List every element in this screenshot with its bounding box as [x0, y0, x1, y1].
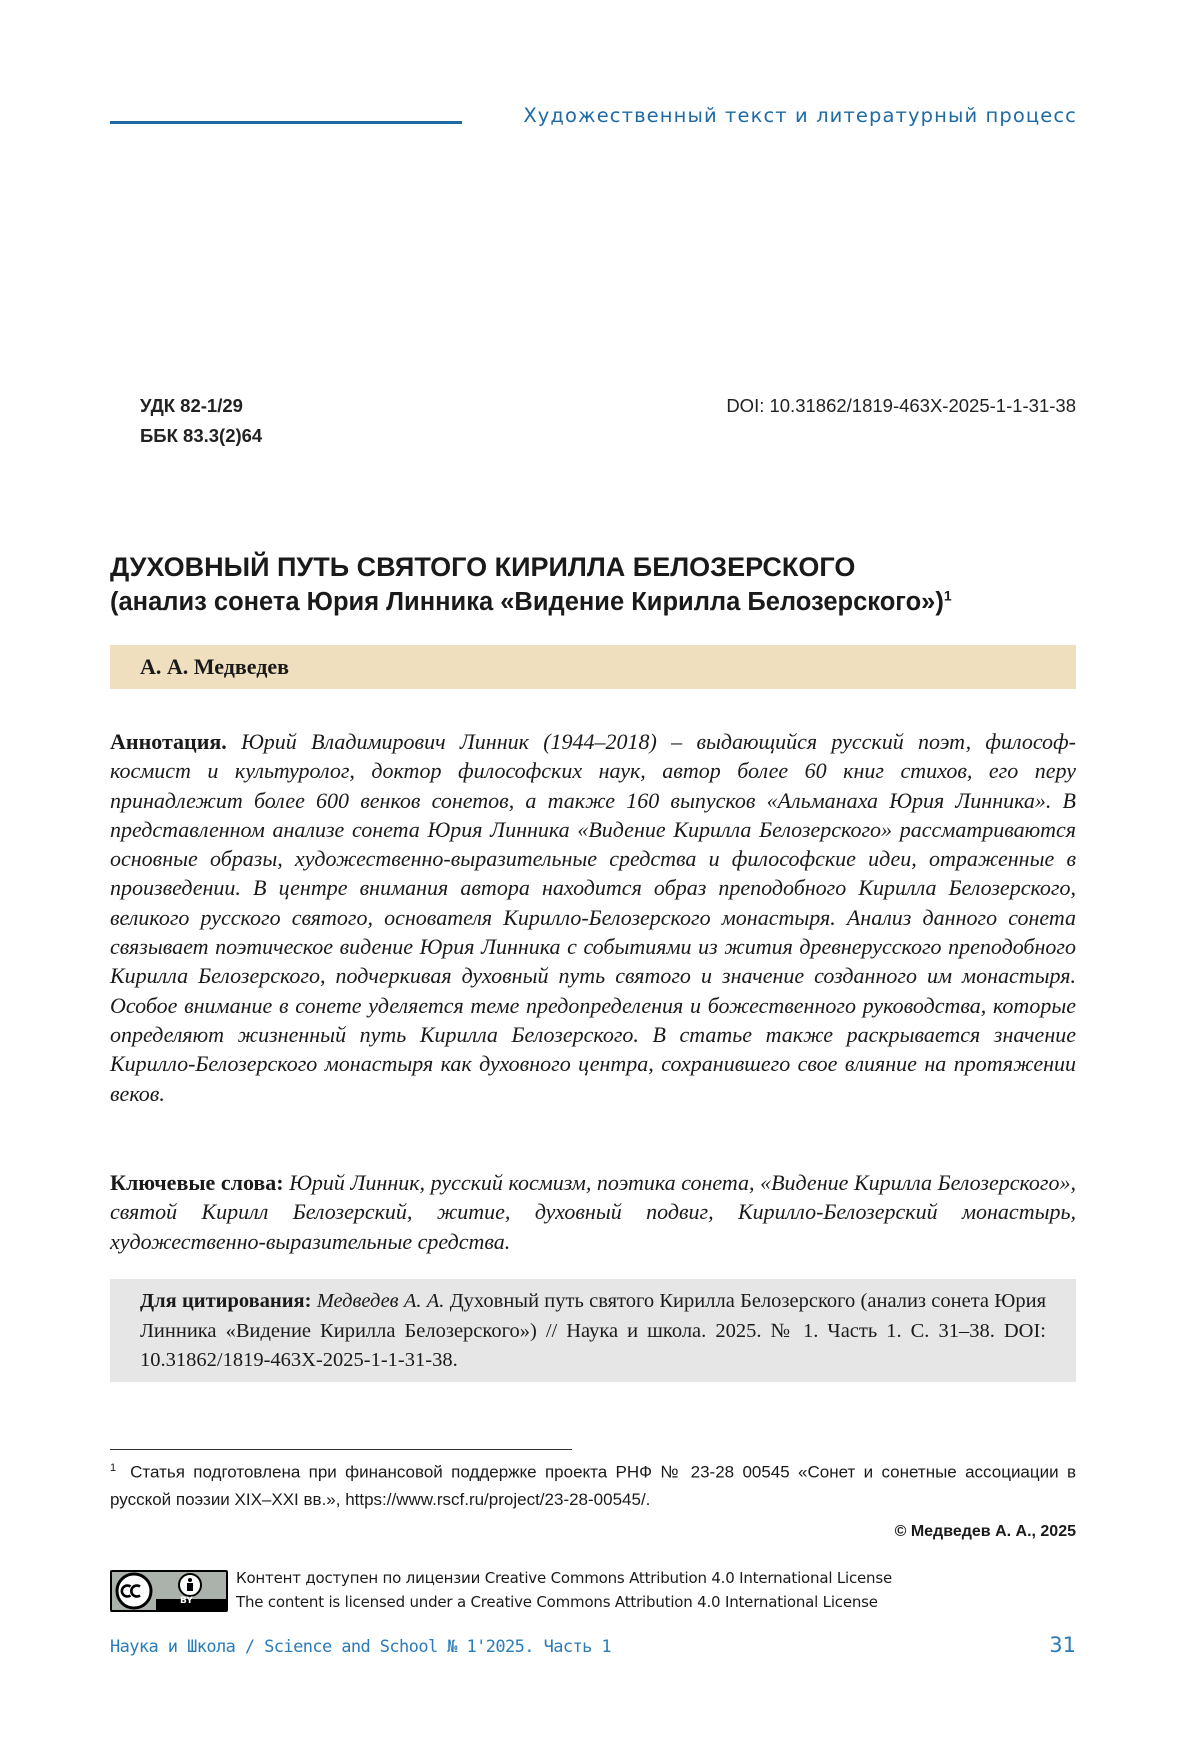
doi: DOI: 10.31862/1819-463X-2025-1-1-31-38 [726, 395, 1076, 416]
abstract-text: Юрий Владимирович Линник (1944–2018) – выдающийся русский поэт, философ-космист и культуролог, доктор философских наук, автор более 60 книг стихов, его перу принадлежит более 600 венков сонетов, а также 160 выпусков «Альманаха Юрия Линника». В представленном анализе сонета Юрия Линника «Видение Кирилла Белозерского» рассматриваются основные образы, художественно-выразительные средства и философские идеи, отраженные в произведении. В центре внимания автора находится образ преподобного Кирилла Белозерского, великого русского святого, основателя Кирилло-Белозерского монастыря. Анализ данного сонета связывает поэтическое видение Юрия Линника с событиями из жития древнерусского преподобного Кирилла Белозерского, подчеркивая духовный путь святого и значение созданного им монастыря. Особое внимание в сонете уделяется теме предопределения и божественного руководства, которые определяют жизненный путь Кирилла Белозерского. В статье также раскрывается значение Кирилло-Белозерского монастыря как духовного центра, сохранившего свое влияние на протяжении веков. [110, 729, 1077, 1106]
keywords [110, 1168, 1076, 1256]
article-title: ДУХОВНЫЙ ПУТЬ СВЯТОГО КИРИЛЛА БЕЛОЗЕРСКОГО [110, 552, 856, 582]
article-subtitle [110, 588, 1090, 617]
footnote-rule [110, 1449, 572, 1450]
journal-footer: Наука и Школа / Science and School № 1'2025. Часть 1 [110, 1637, 612, 1657]
bbk-code: ББК 83.3(2)64 [140, 425, 263, 446]
cc-by-badge-graphic [112, 1572, 226, 1610]
keywords-label: Ключевые слова: [110, 1170, 284, 1195]
copyright: © Медведев А. А., 2025 [894, 1523, 1076, 1540]
abstract [110, 727, 1076, 1108]
udk-code: УДК 82-1/29 [140, 395, 243, 416]
title-footnote-mark: 1 [943, 587, 952, 604]
footnote-mark: 1 [110, 1462, 117, 1474]
footnote-text: Статья подготовлена при финансовой поддержке проекта РНФ № 23-28 00545 «Сонет и сонетные ассоциации в русской поэзии XIX–XXI вв.», https://www.rscf.ru/project/23-28-00545/. [110, 1462, 1076, 1509]
citation-box [110, 1279, 1076, 1382]
license-text-ru: Контент доступен по лицензии Creative Commons Attribution 4.0 International License [236, 1569, 893, 1587]
citation-text: Духовный путь святого Кирилла Белозерского (анализ сонета Юрия Линника «Видение Кирилла Белозерского») // Наука и школа. 2025. № 1. Часть 1. С. 31–38. DOI: 10.31862/1819-463X-2025-1-1-31-38. [140, 1290, 1046, 1371]
license-text-en: The content is licensed under a Creative Commons Attribution 4.0 International License [236, 1593, 878, 1611]
section-title: Художественный текст и литературный процесс [523, 104, 1077, 127]
footnote [110, 1455, 1076, 1513]
citation-author: Медведев А. А. [316, 1290, 445, 1312]
author-name: А. А. Медведев [140, 654, 289, 679]
header-rule [110, 121, 462, 124]
cc-by-label: BY [180, 1596, 193, 1606]
abstract-label: Аннотация. [110, 729, 227, 754]
cc-by-badge-icon[interactable] [110, 1570, 228, 1612]
author-band [110, 645, 1076, 689]
citation [140, 1287, 1046, 1376]
citation-label: Для цитирования: [140, 1290, 312, 1312]
article-subtitle-text: (анализ сонета Юрия Линника «Видение Кирилла Белозерского») [110, 588, 944, 616]
page-number: 31 [1049, 1633, 1076, 1657]
keywords-text: Юрий Линник, русский космизм, поэтика сонета, «Видение Кирилла Белозерского», святой Кирилл Белозерский, житие, духовный подвиг, Кирилло-Белозерский монастырь, художественно-выразительные средства. [110, 1170, 1077, 1254]
